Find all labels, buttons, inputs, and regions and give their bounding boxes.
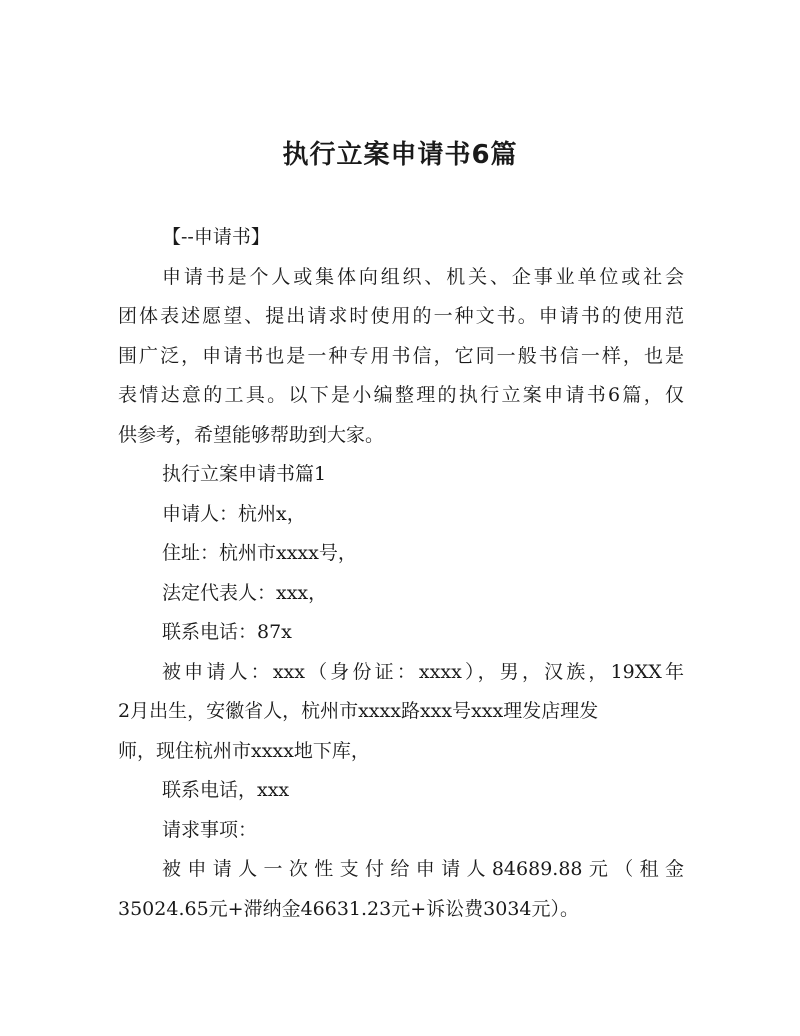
legal-rep-line: 法定代表人：xxx，	[162, 581, 328, 604]
paragraph-line: 申请书是个人或集体向组织、机关、企事业单位或社会	[162, 265, 684, 288]
respondent-line: 师，现住杭州市xxxx地下库，	[118, 739, 370, 762]
paragraph-line: 围广泛，申请书也是一种专用书信，它同一般书信一样，也是	[118, 344, 684, 367]
respondent-line: 2月出生，安徽省人，杭州市xxxx路xxx号xxx理发店理发	[118, 700, 599, 722]
claims-line: 被申请人一次性支付给申请人84689.88元（租金	[162, 858, 684, 880]
applicant-line: 申请人：杭州x，	[162, 502, 306, 525]
paragraph-line: 团体表述愿望、提出请求时使用的一种文书。申请书的使用范	[118, 305, 684, 327]
claims-heading: 请求事项：	[162, 818, 258, 841]
section-tag: 【--申请书】	[162, 226, 270, 248]
paragraph-line: 供参考，希望能够帮助到大家。	[118, 423, 385, 446]
address-line: 住址：杭州市xxxx号，	[162, 542, 357, 564]
claims-line: 35024.65元+滞纳金46631.23元+诉讼费3034元）。	[118, 897, 580, 920]
section-heading: 执行立案申请书篇1	[162, 463, 327, 485]
phone-line: 联系电话，xxx	[162, 779, 290, 801]
paragraph-line: 表情达意的工具。以下是小编整理的执行立案申请书6篇，仅	[118, 384, 684, 406]
phone-line: 联系电话：87x	[162, 621, 292, 643]
document-body	[118, 218, 684, 929]
document-title: 执行立案申请书6篇	[282, 140, 518, 170]
respondent-line: 被申请人：xxx（身份证：xxxx），男，汉族，19XX年	[162, 660, 684, 683]
